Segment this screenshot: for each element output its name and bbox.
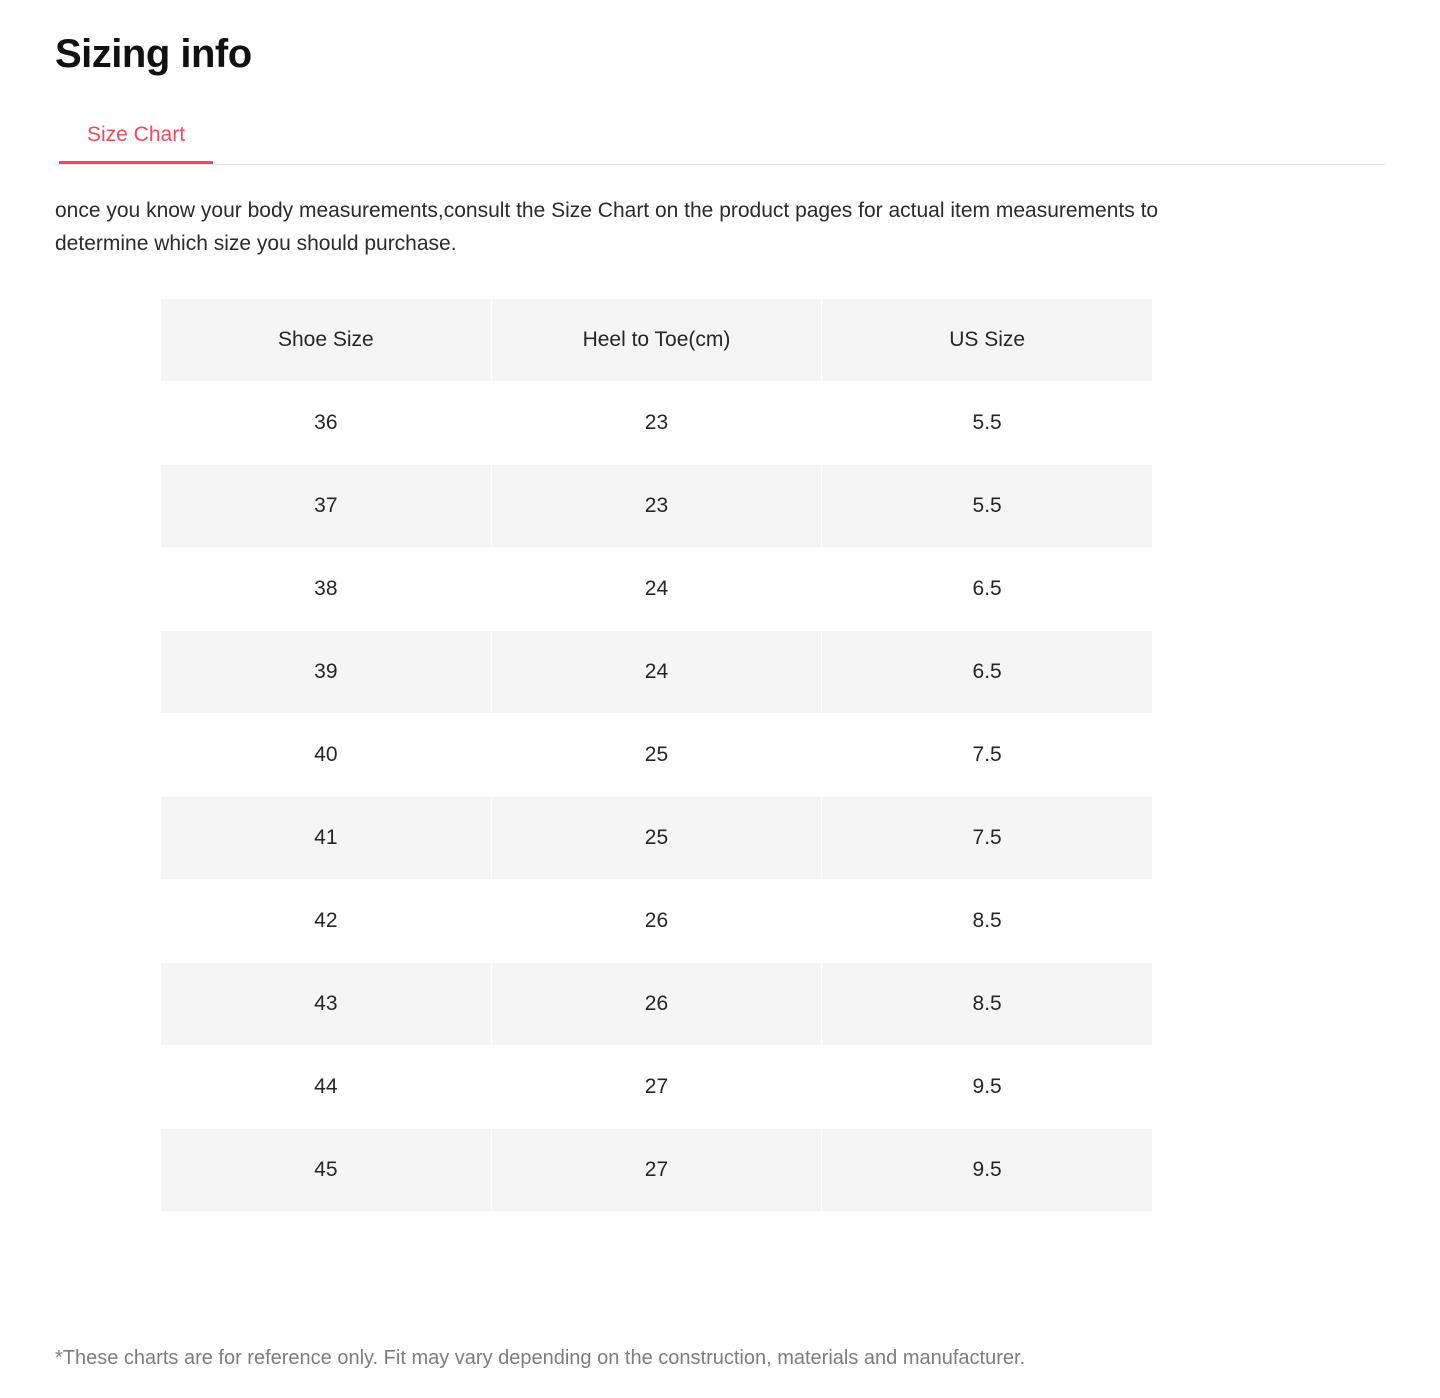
tab-bar (55, 122, 1385, 165)
table-header-row (161, 299, 1153, 382)
table-body (161, 382, 1153, 1212)
cell-shoe-size: 40 (161, 714, 492, 797)
table-row (161, 1129, 1153, 1212)
size-chart-table-wrapper (55, 298, 1385, 1212)
cell-shoe-size: 39 (161, 631, 492, 714)
cell-heel-to-toe: 23 (491, 465, 822, 548)
page-title: Sizing info (55, 32, 252, 76)
cell-us-size: 8.5 (822, 880, 1153, 963)
cell-heel-to-toe: 26 (491, 880, 822, 963)
table-row (161, 797, 1153, 880)
cell-shoe-size: 41 (161, 797, 492, 880)
column-header-us-size: US Size (822, 299, 1153, 382)
footnote: *These charts are for reference only. Fit may vary depending on the construction, materials and manufacturer. (55, 1347, 1026, 1369)
sizing-info-page (0, 30, 1440, 1398)
table-row (161, 465, 1153, 548)
cell-us-size: 7.5 (822, 797, 1153, 880)
intro-text: once you know your body measurements,consult the Size Chart on the product pages for actual item measurements to determine which size you should purchase. (55, 199, 1159, 255)
table-row (161, 631, 1153, 714)
cell-heel-to-toe: 26 (491, 963, 822, 1046)
cell-us-size: 9.5 (822, 1046, 1153, 1129)
cell-heel-to-toe: 23 (491, 382, 822, 465)
tab-size-chart[interactable]: Size Chart (59, 122, 213, 164)
cell-shoe-size: 37 (161, 465, 492, 548)
cell-heel-to-toe: 27 (491, 1046, 822, 1129)
cell-shoe-size: 36 (161, 382, 492, 465)
cell-heel-to-toe: 24 (491, 631, 822, 714)
cell-heel-to-toe: 25 (491, 714, 822, 797)
table-row (161, 714, 1153, 797)
table-row (161, 548, 1153, 631)
cell-shoe-size: 38 (161, 548, 492, 631)
column-header-heel-to-toe: Heel to Toe(cm) (491, 299, 822, 382)
cell-shoe-size: 45 (161, 1129, 492, 1212)
cell-us-size: 6.5 (822, 548, 1153, 631)
table-header (161, 299, 1153, 382)
cell-heel-to-toe: 27 (491, 1129, 822, 1212)
cell-us-size: 5.5 (822, 382, 1153, 465)
cell-shoe-size: 42 (161, 880, 492, 963)
table-row (161, 880, 1153, 963)
table-row (161, 382, 1153, 465)
size-chart-table (160, 298, 1153, 1212)
table-row (161, 963, 1153, 1046)
cell-us-size: 9.5 (822, 1129, 1153, 1212)
cell-shoe-size: 43 (161, 963, 492, 1046)
cell-us-size: 5.5 (822, 465, 1153, 548)
cell-heel-to-toe: 25 (491, 797, 822, 880)
cell-us-size: 7.5 (822, 714, 1153, 797)
cell-us-size: 8.5 (822, 963, 1153, 1046)
cell-heel-to-toe: 24 (491, 548, 822, 631)
cell-shoe-size: 44 (161, 1046, 492, 1129)
column-header-shoe-size: Shoe Size (161, 299, 492, 382)
table-row (161, 1046, 1153, 1129)
cell-us-size: 6.5 (822, 631, 1153, 714)
